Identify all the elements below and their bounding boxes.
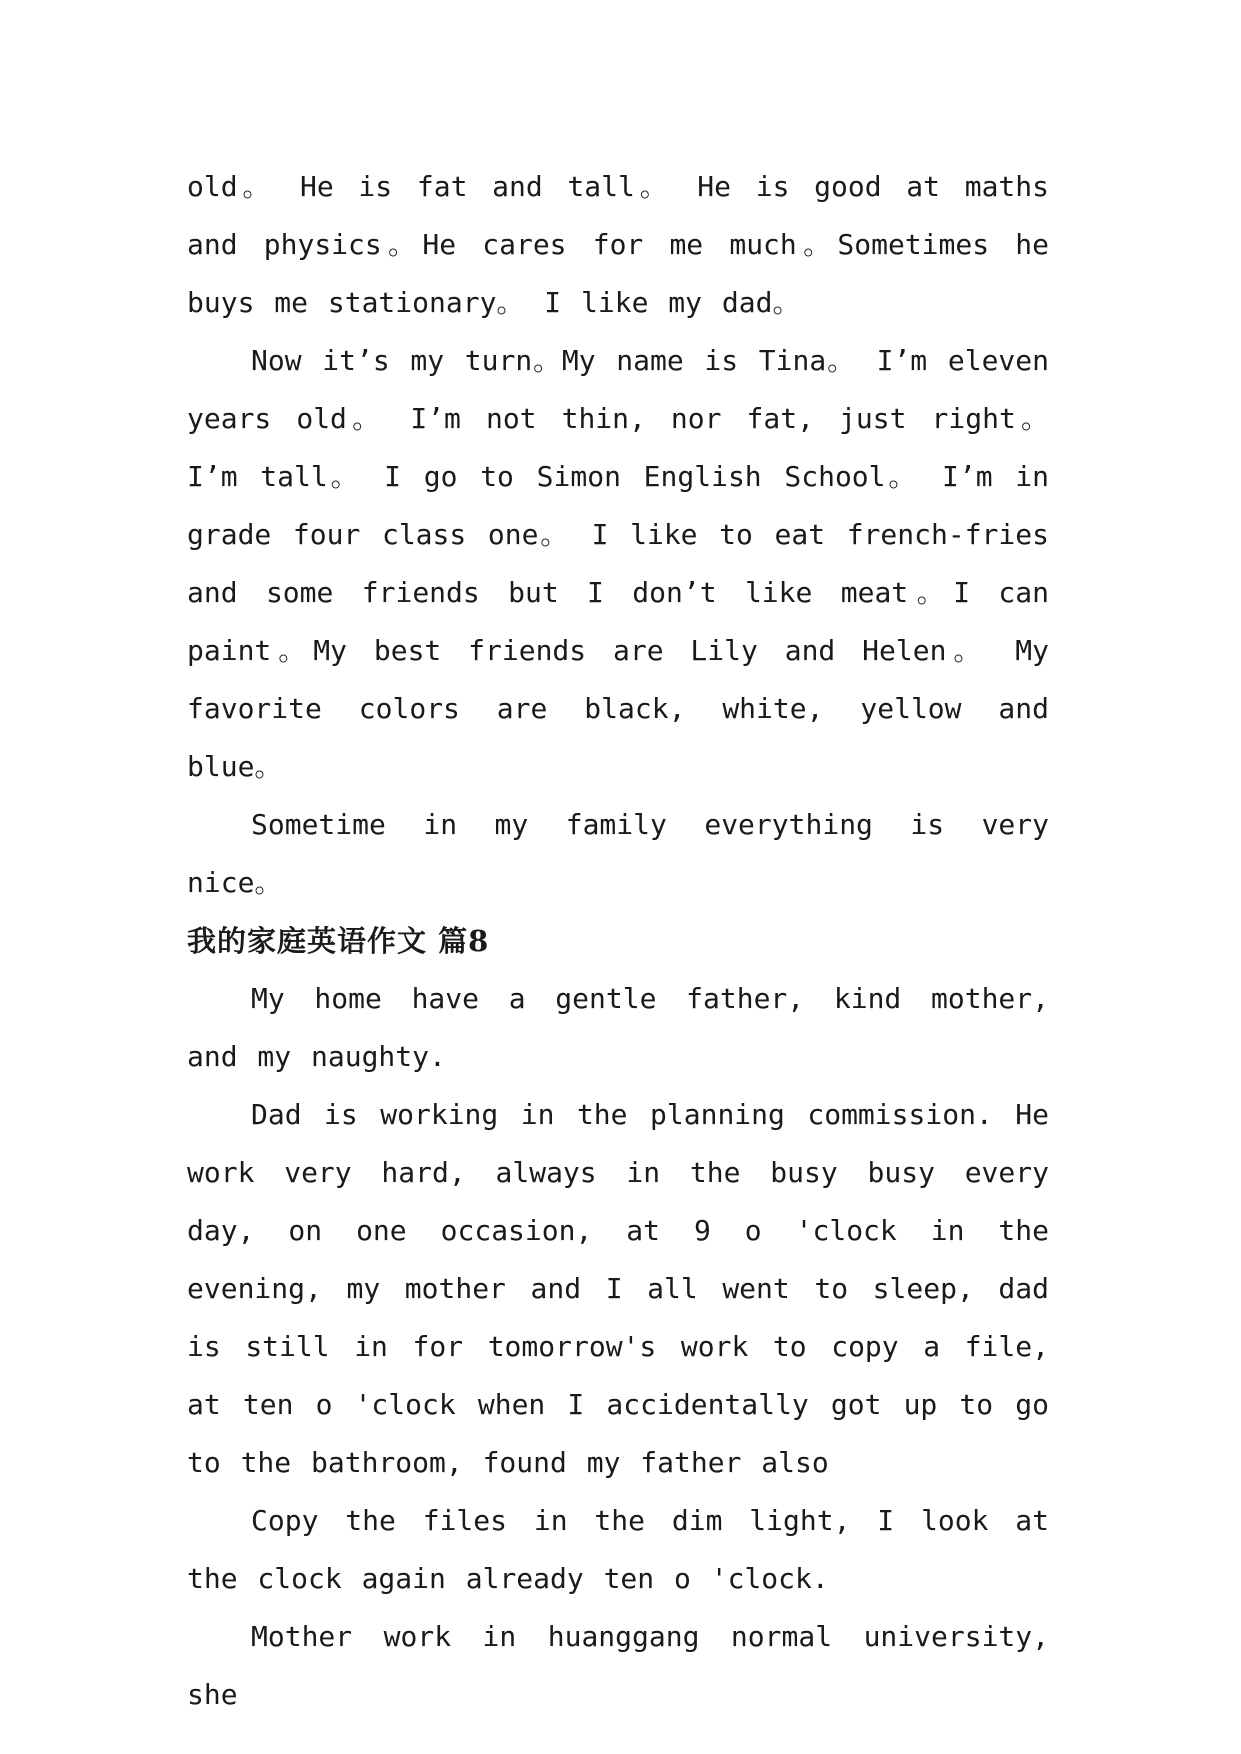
paragraph-dim-light: Copy the files in the dim light, I look at the clock again already ten o 'clock. (187, 1504, 1049, 1595)
paragraph-tina-introduction: Now it’s my turn。My name is Tina。 I’m eleven years old。 I’m not thin, nor fat, just right。 I’m tall。 I go to Simon English School。 I’m in grade four class one。 I like to eat french-fries and some friends but I don’t like meat。I can paint。My best friends are Lily and Helen。 My favorite colors are black, white, yellow and blue。 (187, 344, 1049, 783)
document-page (187, 158, 1049, 1724)
paragraph-home-members: My home have a gentle father, kind mother, and my naughty. (187, 982, 1049, 1073)
paragraph-mother-work: Mother work in huanggang normal university, she (187, 1620, 1049, 1711)
paragraph-family-summary: Sometime in my family everything is very nice。 (187, 808, 1049, 899)
section-heading: 我的家庭英语作文 篇8 (187, 924, 490, 958)
paragraph-dad-description: old。 He is fat and tall。 He is good at maths and physics。He cares for me much。Sometimes he buys me stationary。 I like my dad。 (187, 170, 1049, 319)
paragraph-dad-work: Dad is working in the planning commission. He work very hard, always in the busy busy every day, on one occasion, at 9 o 'clock in the evening, my mother and I all went to sleep, dad is still in for tomorrow's work to copy a file, at ten o 'clock when I accidentally got up to go to the bathroom, found my father also (187, 1098, 1049, 1479)
